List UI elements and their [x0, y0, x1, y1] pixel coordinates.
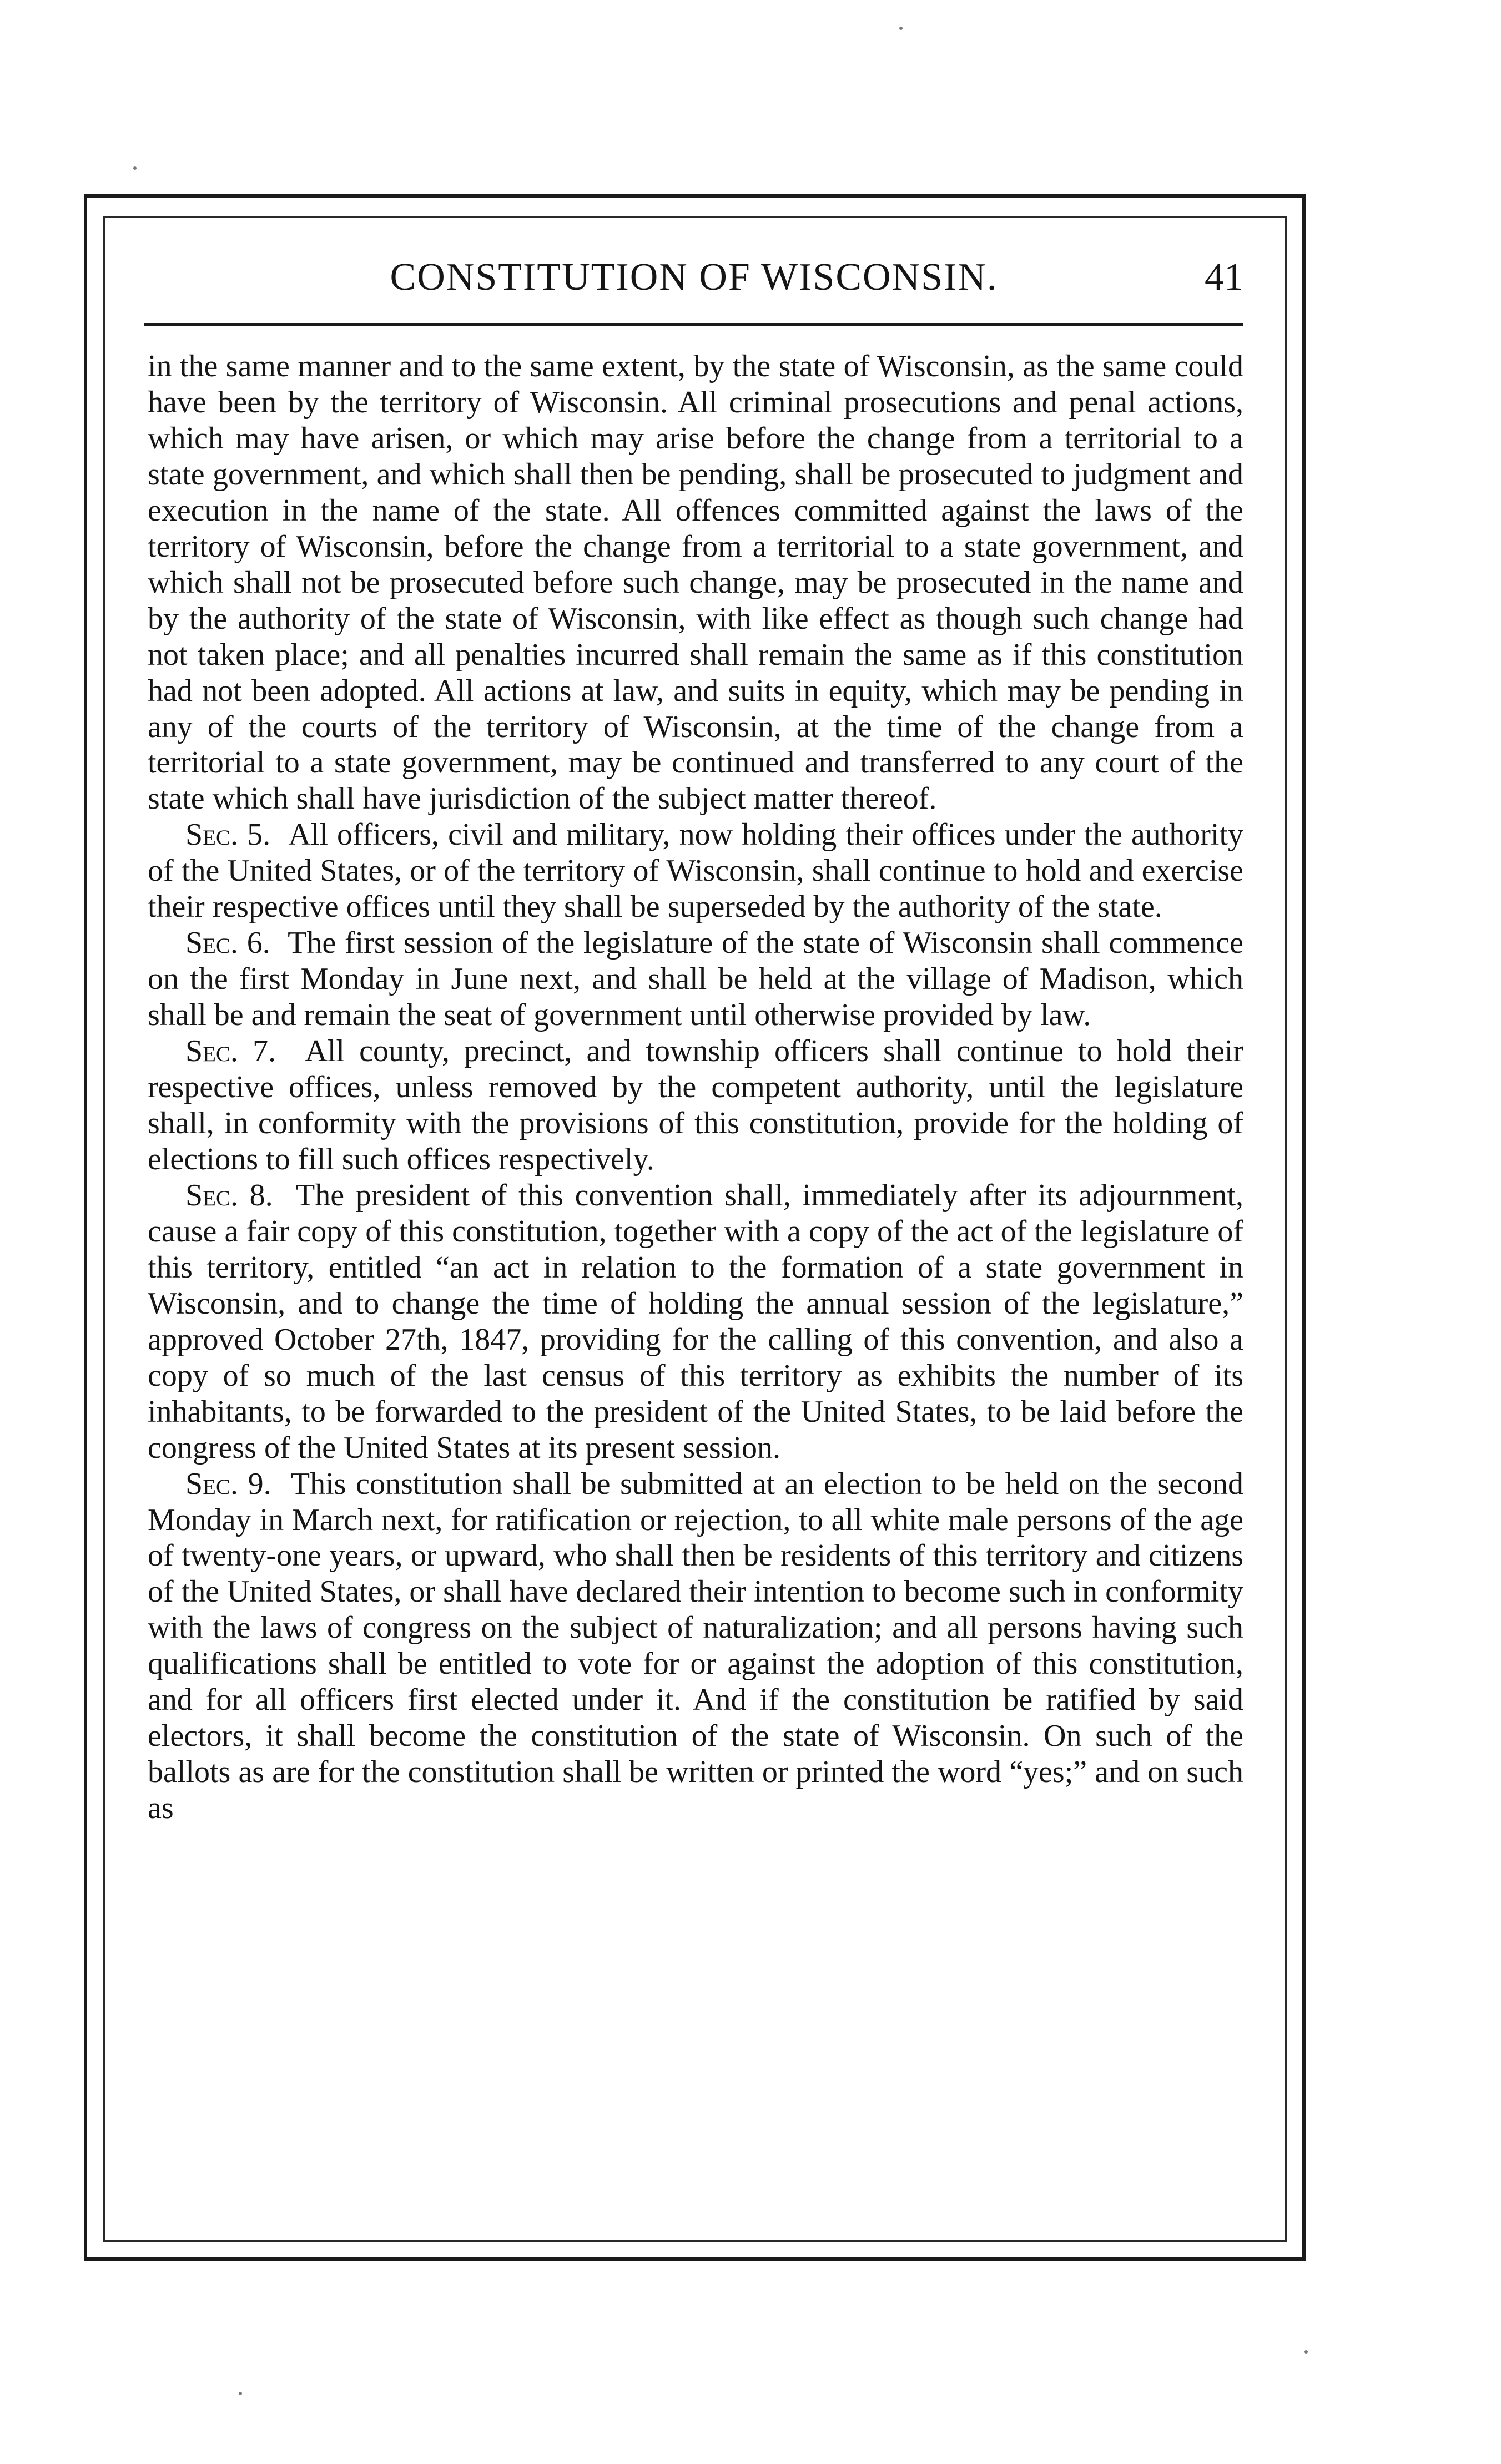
section-label: Sec. 5. [185, 817, 271, 852]
paper-speck [239, 2392, 242, 2395]
running-title: CONSTITUTION OF WISCONSIN. [390, 256, 998, 299]
continuation-paragraph: in the same manner and to the same extent, by the state of Wisconsin, as the same could have been by the territory of Wisconsin. All criminal prosecutions and penal actions, which may have arisen, or which may arise before the change from a territorial to a state government, and which shall then be pending, shall be prosecuted to judgment and execution in the name of the state. All offences committed against the laws of the territory of Wisconsin, before the change from a territorial to a state government, and which shall not be prosecuted before such change, may be prosecuted in the name and by the authority of the state of Wisconsin, with like effect as though such change had not taken place; and all penalties incurred shall remain the same as if this constitution had not been adopted. All actions at law, and suits in equity, which may be pending in any of the courts of the territory of Wisconsin, at the time of the change from a territorial to a state government, may be continued and transferred to any court of the state which shall have jurisdiction of the subject matter thereof. [148, 349, 1243, 816]
paper-speck [899, 27, 903, 30]
section-6 [148, 925, 1243, 1033]
paper-speck [133, 166, 137, 170]
section-label: Sec. 7. [185, 1034, 276, 1069]
section-text: All county, precinct, and township officers shall continue to hold their respective offices, unless removed by the competent authority, until the legislature shall, in conformity with the provisions of this constitution, provide for the holding of elections to fill such offices respectively. [148, 1034, 1244, 1177]
section-label: Sec. 9. [185, 1466, 271, 1501]
section-text: All officers, civil and military, now holding their offices under the authority of the United States, or of the territory of Wisconsin, shall continue to hold and exercise their respective offices until they shall be superseded by the authority of the state. [148, 817, 1244, 925]
section-label: Sec. 8. [185, 1178, 273, 1213]
page-number: 41 [1205, 256, 1243, 299]
section-label: Sec. 6. [185, 926, 270, 961]
header-rule [144, 323, 1243, 326]
paper-speck [1304, 2350, 1308, 2354]
section-text: The first session of the legislature of the state of Wisconsin shall commence on the first Monday in June next, and shall be held at the village of Madison, which shall be and remain the seat of government until otherwise provided by law. [148, 926, 1243, 1033]
section-text: This constitution shall be submitted at an election to be held on the second Monday in March next, for ratification or rejection, to all white male persons of the age of twenty-one years, or upward, who shall then be residents of this territory and citizens of the United States, or shall have declared their intention to become such in conformity with the laws of congress on the subject of naturalization; and all persons having such qualifications shall be entitled to vote for or against the adoption of this constitution, and for all officers first elected under it. And if the constitution be ratified by said electors, it shall become the constitution of the state of Wisconsin. On such of the ballots as are for the constitution shall be written or printed the word “yes;” and on such as [148, 1466, 1243, 1826]
page-body [148, 349, 1243, 1826]
section-7 [148, 1033, 1243, 1178]
section-8 [148, 1178, 1243, 1466]
section-text: The president of this convention shall, immediately after its adjournment, cause a fair copy of this constitution, together with a copy of the act of the legislature of this territory, entitled “an act in relation to the formation of a state government in Wisconsin, and to change the time of holding the annual session of the legislature,” approved October 27th, 1847, providing for the calling of this convention, and also a copy of so much of the last census of this territory as exhibits the number of its inhabitants, to be forwarded to the president of the United States, to be laid before the congress of the United States at its present session. [148, 1178, 1243, 1465]
section-5 [148, 817, 1243, 925]
running-header [144, 255, 1243, 300]
section-9 [148, 1466, 1243, 1827]
